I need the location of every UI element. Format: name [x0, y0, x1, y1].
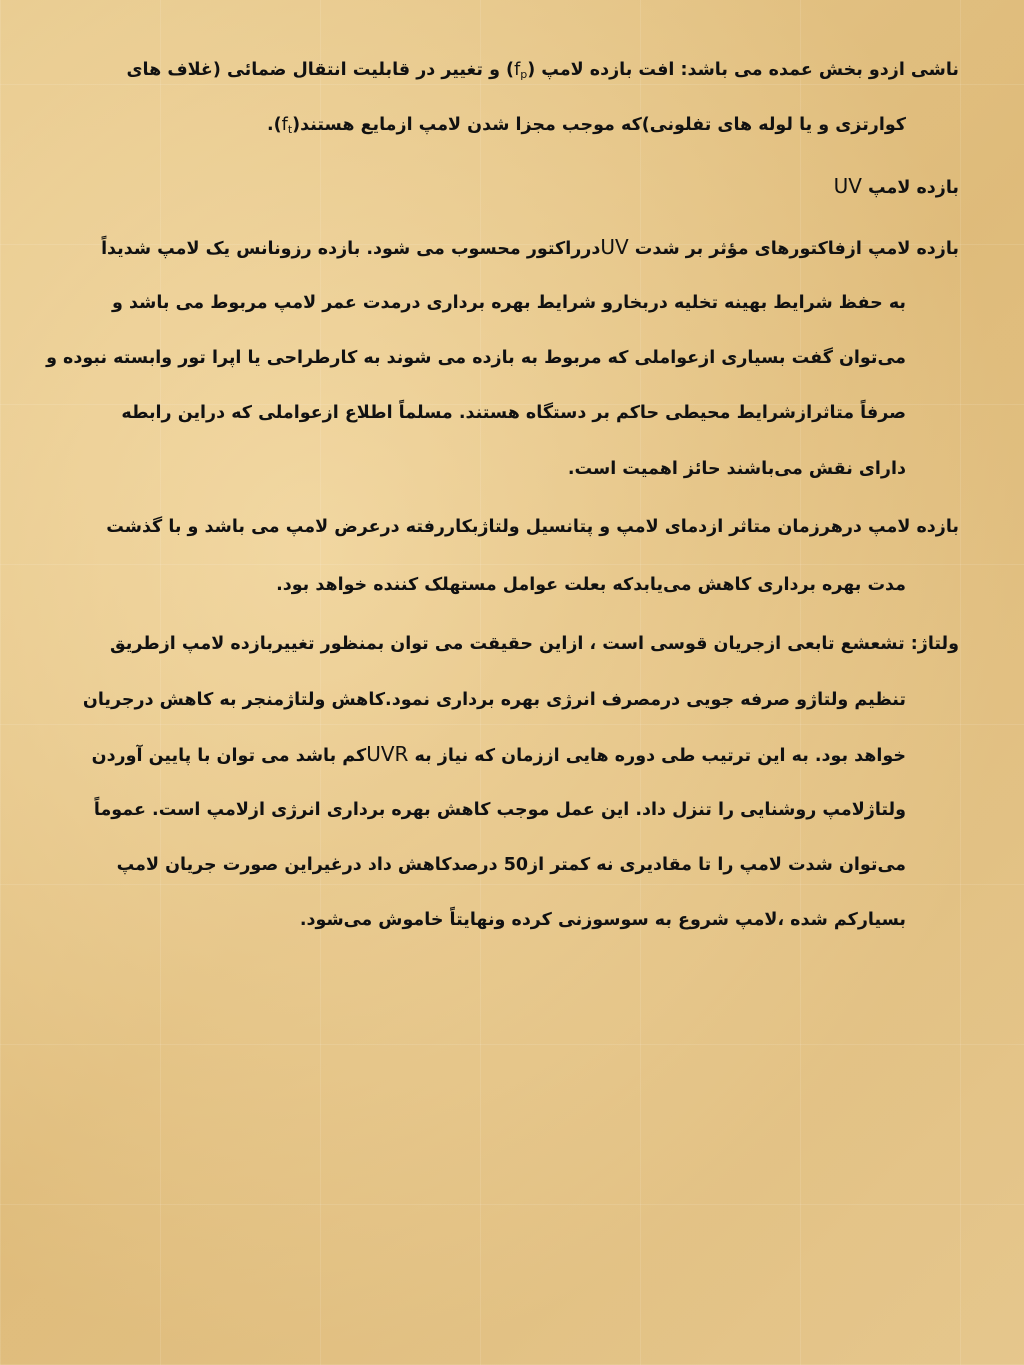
text-line: ولتاژلامپ روشنایی را تنزل داد. این عمل موجب کاهش بهره برداری انرژی ازلامپ است. عموماً — [93, 800, 906, 820]
text-line: به حفظ شرایط بهینه تخلیه دربخارو شرایط بهره برداری درمدت عمر لامپ مربوط می باشد و — [112, 293, 906, 313]
text-line: خواهد بود. به این ترتیب طی دوره هایی اززمان که نیاز به UVRکم باشد می توان با پایین آوردن — [91, 742, 906, 766]
text-line: ولتاژ: تشعشع تابعی ازجریان قوسی است ، ازاین حقیقت می توان بمنظور تغییربازده لامپ ازطریق — [110, 634, 959, 654]
text-line: کوارتزی و یا لوله های تفلونی)که موجب مجزا شدن لامپ ازمایع $هستند(f_t)$. — [267, 115, 906, 136]
section-heading: بازده لامپ UV — [833, 174, 959, 198]
text-line: بسیارکم شده ،لامپ شروع به سوسوزنی کرده ونهایتاً خاموش می‌شود. — [299, 910, 906, 930]
text-line: دارای نقش می‌باشند حائز اهمیت است. — [567, 459, 906, 479]
text-line: صرفاً متاثرازشرایط محیطی حاکم بر دستگاه هستند. مسلماً اطلاع ازعواملی که دراین رابطه — [121, 403, 906, 423]
text-line: بازده لامپ ازفاکتورهای مؤثر بر شدت UVدرراکتور محسوب می شود. بازده رزونانس یک لامپ شدیداً — [101, 235, 959, 259]
text-line: می‌توان شدت لامپ را تا مقادیری نه کمتر از50 درصدکاهش داد درغیراین صورت جریان لامپ — [116, 855, 906, 875]
symbol-fp: $f_p$ — [514, 60, 528, 81]
text-line: بازده لامپ درهرزمان متاثر ازدمای لامپ و پتانسیل ولتاژبکاررفته درعرض لامپ می باشد و با گذشت — [106, 517, 959, 537]
text-line: می‌توان گفت بسیاری ازعواملی که مربوط به بازده می شوند به کارطراحی یا اپرا تور وابسته نبوده و — [46, 348, 906, 368]
text-line: تنظیم ولتاژو صرفه جویی درمصرف انرژی بهره برداری نمود.کاهش ولتاژمنجر به کاهش درجریان — [82, 690, 906, 710]
text-line: ناشی ازدو بخش عمده می باشد: افت بازده لامپ $(f_p)$ و تغییر در قابلیت انتقال ضمائی (غلاف های — [126, 60, 959, 81]
symbol-ft: $f_t$ — [281, 115, 293, 136]
text-line: مدت بهره برداری کاهش می‌یابدکه بعلت عوامل مستهلک کننده خواهد بود. — [276, 575, 906, 595]
